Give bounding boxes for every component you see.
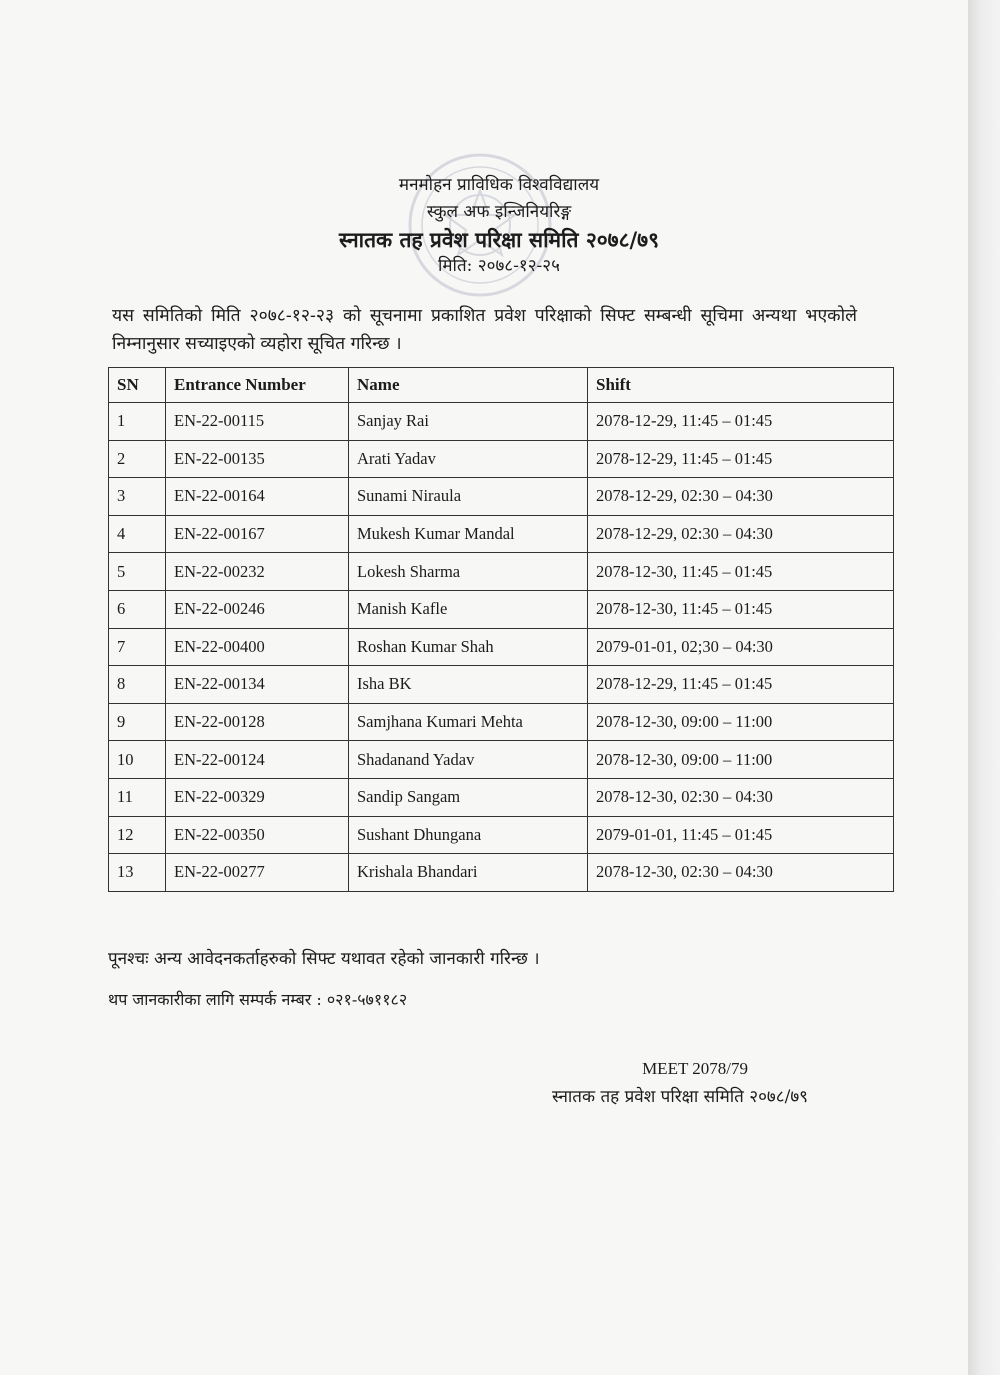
table-row <box>109 403 894 441</box>
cell-entrance-number: EN-22-00124 <box>166 741 349 779</box>
header-name: Name <box>349 368 588 403</box>
cell-sn: 4 <box>109 515 166 553</box>
cell-entrance-number: EN-22-00232 <box>166 553 349 591</box>
cell-entrance-number: EN-22-00400 <box>166 628 349 666</box>
header-sn: SN <box>109 368 166 403</box>
table-row <box>109 741 894 779</box>
signature-block <box>552 1055 808 1111</box>
notice-header <box>0 172 968 280</box>
page-edge <box>968 0 1000 1375</box>
cell-shift: 2078-12-30, 11:45 – 01:45 <box>588 553 894 591</box>
cell-sn: 10 <box>109 741 166 779</box>
footnote: पूनश्चः अन्य आवेदनकर्ताहरुको सिफ्ट यथावत रहेको जानकारी गरिन्छ । <box>108 949 540 969</box>
cell-sn: 9 <box>109 703 166 741</box>
cell-shift: 2078-12-29, 11:45 – 01:45 <box>588 440 894 478</box>
notice-date: मिति: २०७८-१२-२५ <box>437 256 560 276</box>
cell-name: Krishala Bhandari <box>349 854 588 892</box>
cell-shift: 2078-12-30, 02:30 – 04:30 <box>588 854 894 892</box>
cell-shift: 2078-12-29, 02:30 – 04:30 <box>588 515 894 553</box>
table-row <box>109 703 894 741</box>
notice-intro: यस समितिको मिति २०७८-१२-२३ को सूचनामा प्रकाशित प्रवेश परिक्षाको सिफ्ट सम्बन्धी सूचिमा अन्यथा भएकोले निम्नानुसार सच्याइएको व्यहोरा सूचित गरिन्छ । <box>112 306 857 354</box>
cell-entrance-number: EN-22-00135 <box>166 440 349 478</box>
committee-title: स्नातक तह प्रवेश परिक्षा समिति २०७८/७९ <box>338 227 660 252</box>
cell-entrance-number: EN-22-00134 <box>166 666 349 704</box>
cell-name: Sunami Niraula <box>349 478 588 516</box>
cell-shift: 2078-12-29, 02:30 – 04:30 <box>588 478 894 516</box>
cell-name: Sanjay Rai <box>349 403 588 441</box>
cell-entrance-number: EN-22-00167 <box>166 515 349 553</box>
cell-shift: 2078-12-29, 11:45 – 01:45 <box>588 403 894 441</box>
signature-meet: MEET 2078/79 <box>642 1059 748 1078</box>
cell-sn: 6 <box>109 590 166 628</box>
cell-sn: 11 <box>109 778 166 816</box>
cell-name: Arati Yadav <box>349 440 588 478</box>
header-shift: Shift <box>588 368 894 403</box>
cell-sn: 8 <box>109 666 166 704</box>
university-name: मनमोहन प्राविधिक विश्वविद्यालय <box>398 175 600 195</box>
cell-entrance-number: EN-22-00277 <box>166 854 349 892</box>
cell-sn: 2 <box>109 440 166 478</box>
table-row <box>109 816 894 854</box>
cell-sn: 5 <box>109 553 166 591</box>
contact-info: थप जानकारीका लागि सम्पर्क नम्बर : ०२१-५७११८२ <box>108 990 408 1009</box>
cell-name: Sushant Dhungana <box>349 816 588 854</box>
cell-sn: 1 <box>109 403 166 441</box>
table-row <box>109 590 894 628</box>
cell-shift: 2079-01-01, 11:45 – 01:45 <box>588 816 894 854</box>
cell-name: Mukesh Kumar Mandal <box>349 515 588 553</box>
table-header-row <box>109 368 894 403</box>
cell-shift: 2078-12-29, 11:45 – 01:45 <box>588 666 894 704</box>
header-entrance-number: Entrance Number <box>166 368 349 403</box>
cell-entrance-number: EN-22-00329 <box>166 778 349 816</box>
cell-shift: 2079-01-01, 02;30 – 04:30 <box>588 628 894 666</box>
cell-sn: 12 <box>109 816 166 854</box>
school-name: स्कुल अफ इन्जिनियरिङ्ग <box>426 202 572 222</box>
cell-shift: 2078-12-30, 09:00 – 11:00 <box>588 741 894 779</box>
cell-entrance-number: EN-22-00164 <box>166 478 349 516</box>
shift-correction-table <box>108 367 894 892</box>
cell-sn: 3 <box>109 478 166 516</box>
table-row <box>109 666 894 704</box>
table-row <box>109 440 894 478</box>
cell-name: Manish Kafle <box>349 590 588 628</box>
cell-name: Sandip Sangam <box>349 778 588 816</box>
table-row <box>109 478 894 516</box>
cell-shift: 2078-12-30, 11:45 – 01:45 <box>588 590 894 628</box>
signature-committee: स्नातक तह प्रवेश परिक्षा समिति २०७८/७९ <box>551 1087 808 1107</box>
table-row <box>109 553 894 591</box>
cell-name: Isha BK <box>349 666 588 704</box>
table-row <box>109 778 894 816</box>
cell-shift: 2078-12-30, 02:30 – 04:30 <box>588 778 894 816</box>
cell-name: Roshan Kumar Shah <box>349 628 588 666</box>
table-row <box>109 854 894 892</box>
table-row <box>109 628 894 666</box>
table-row <box>109 515 894 553</box>
cell-sn: 13 <box>109 854 166 892</box>
cell-name: Shadanand Yadav <box>349 741 588 779</box>
cell-name: Samjhana Kumari Mehta <box>349 703 588 741</box>
cell-entrance-number: EN-22-00115 <box>166 403 349 441</box>
cell-entrance-number: EN-22-00128 <box>166 703 349 741</box>
cell-entrance-number: EN-22-00350 <box>166 816 349 854</box>
cell-entrance-number: EN-22-00246 <box>166 590 349 628</box>
cell-sn: 7 <box>109 628 166 666</box>
cell-name: Lokesh Sharma <box>349 553 588 591</box>
cell-shift: 2078-12-30, 09:00 – 11:00 <box>588 703 894 741</box>
